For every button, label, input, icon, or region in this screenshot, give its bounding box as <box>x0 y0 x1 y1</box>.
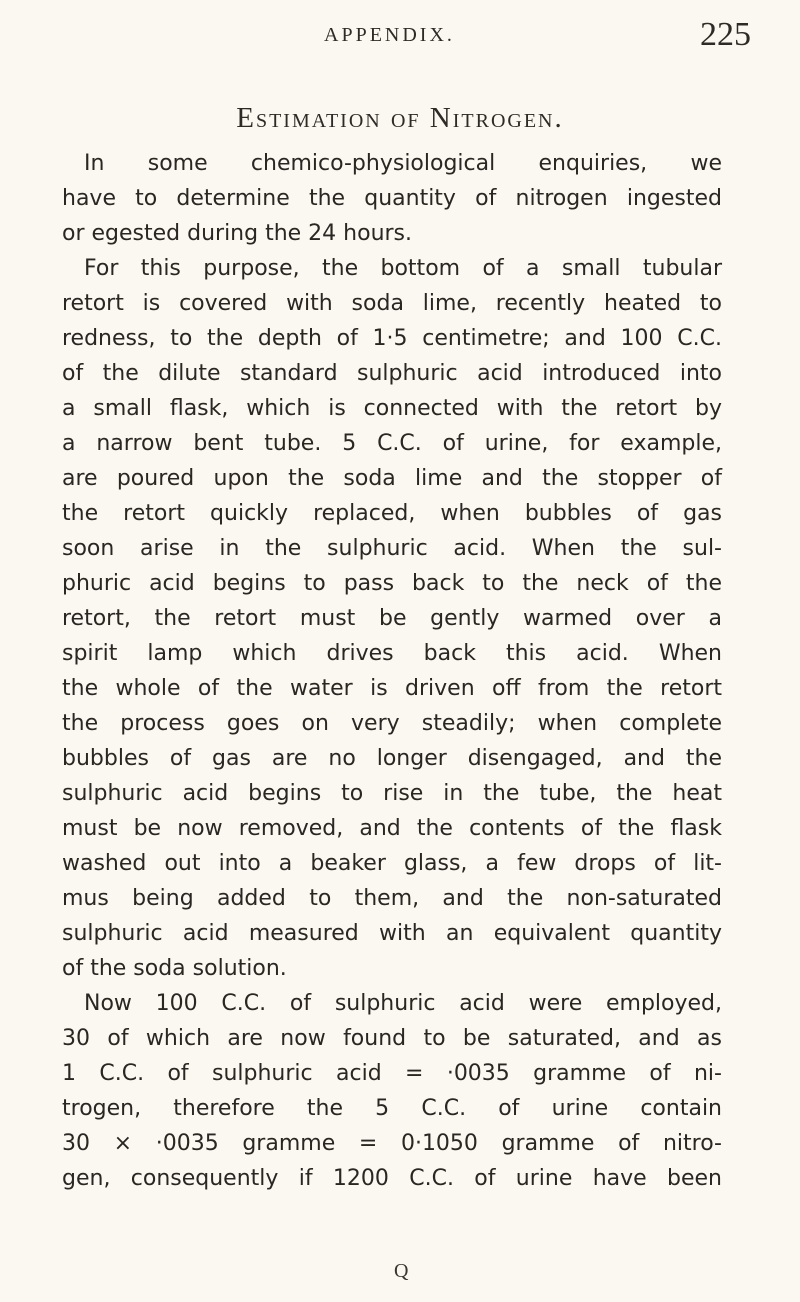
text-line: In some chemico-physiological enquiries, we <box>84 151 722 176</box>
text-line: trogen, therefore the 5 C.C. of urine contain <box>62 1096 722 1121</box>
text-line: 1 C.C. of sulphuric acid = ·0035 gramme of ni- <box>62 1061 722 1086</box>
text-line: the process goes on very steadily; when complete <box>62 711 722 736</box>
text-line: have to determine the quantity of nitrogen ingested <box>62 186 722 211</box>
text-line: phuric acid begins to pass back to the neck of the <box>62 571 722 596</box>
text-line: bubbles of gas are no longer disengaged, and the <box>62 746 722 771</box>
text-line: of the soda solution. <box>62 956 287 981</box>
text-line: must be now removed, and the contents of the flask <box>62 816 722 841</box>
text-line: are poured upon the soda lime and the stopper of <box>62 466 722 491</box>
text-line: Now 100 C.C. of sulphuric acid were employed, <box>84 991 722 1016</box>
page-number: 225 <box>700 16 751 53</box>
text-line: the whole of the water is driven off from the retort <box>62 676 722 701</box>
text-line: soon arise in the sulphuric acid. When the sul- <box>62 536 722 561</box>
text-line: retort is covered with soda lime, recently heated to <box>62 291 722 316</box>
text-line: mus being added to them, and the non-saturated <box>62 886 722 911</box>
text-line: For this purpose, the bottom of a small tubular <box>84 256 722 281</box>
text-line: gen, consequently if 1200 C.C. of urine have been <box>62 1166 722 1191</box>
text-line: 30 × ·0035 gramme = 0·1050 gramme of nitro- <box>62 1131 722 1156</box>
signature-mark: Q <box>394 1260 409 1282</box>
text-line: spirit lamp which drives back this acid. When <box>62 641 722 666</box>
text-line: sulphuric acid measured with an equivalent quantity <box>62 921 722 946</box>
text-line: or egested during the 24 hours. <box>62 221 413 246</box>
text-line: 30 of which are now found to be saturated, and as <box>62 1026 722 1051</box>
text-line: washed out into a beaker glass, a few drops of lit- <box>62 851 722 876</box>
running-head <box>0 14 800 54</box>
text-line: a narrow bent tube. 5 C.C. of urine, for example, <box>62 431 722 456</box>
text-line: retort, the retort must be gently warmed over a <box>62 606 722 631</box>
text-line: the retort quickly replaced, when bubbles of gas <box>62 501 722 526</box>
text-line: of the dilute standard sulphuric acid introduced into <box>62 361 722 386</box>
body-text <box>62 146 722 1196</box>
section-title: Estimation of Nitrogen. <box>236 102 564 134</box>
running-title: APPENDIX. <box>324 24 455 46</box>
text-line: redness, to the depth of 1·5 centimetre; and 100 C.C. <box>62 326 722 351</box>
text-line: sulphuric acid begins to rise in the tube, the heat <box>62 781 722 806</box>
text-line: a small flask, which is connected with the retort by <box>62 396 722 421</box>
